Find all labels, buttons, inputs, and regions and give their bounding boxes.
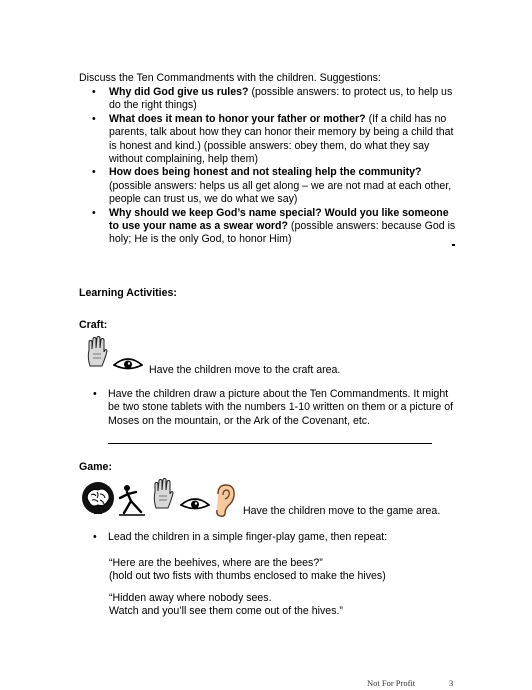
stretching-figure-icon [118,483,146,517]
learning-activities-heading: Learning Activities: [79,287,177,299]
game-move-text: Have the children move to the game area. [243,505,441,517]
brain-icon [80,480,116,516]
quote-line: “Hidden away where nobody sees. [109,592,272,604]
intro-text: Discuss the Ten Commandments with the children. Suggestions: [79,72,381,84]
list-item: • How does being honest and not stealing help the community? (possible answers: helps us all get along – we are not mad at each other, people can trust us, we do what we say) [92,166,452,206]
answer: (possible answers: because God is holy; He is the only God, to honor Him) [109,220,456,246]
ear-icon [214,484,236,518]
list-item: • What does it mean to honor your father or mother? (If a child has no parents, talk about how they can honor their memory by being a child that is honest and kind.) (possible answers: obey them, do what they say without complaining, help them) [92,112,454,166]
divider-line [108,443,432,444]
hand-icon [86,336,108,368]
stray-mark [452,244,455,246]
craft-move-text: Have the children move to the craft area. [149,364,341,376]
hand-icon [152,478,174,510]
question: What does it mean to honor your father or mother? [109,112,366,125]
suggestions-list [79,86,459,247]
eye-icon [113,357,143,371]
page-number: 3 [449,678,454,688]
list-item: • Why should we keep God’s name special? Would you like someone to use your name as a swear word? (possible answers: because God is holy; He is the only God, to honor Him) [92,206,456,246]
answer: (possible answers: to protect us, to help us do the right things) [109,86,453,112]
quote-line: “Here are the beehives, where are the bees?” [109,557,323,569]
question: Why did God give us rules? [109,86,249,98]
game-heading: Game: [79,461,112,473]
footer-label: Not For Profit [367,678,416,688]
answer: (possible answers: helps us all get along – we are not mad at each other, people can trust us, we do what we say) [109,179,452,206]
list-item: • Why did God give us rules? (possible answers: to protect us, to help us do the right things) [92,86,453,112]
quote-note: (hold out two fists with thumbs enclosed to make the hives) [109,570,386,582]
craft-heading: Craft: [79,319,108,331]
answer: (If a child has no parents, talk about how they can honor their memory by being a child that is honest and kind.) (possible answers: obey them, do what they say without complaining, help them) [109,112,454,166]
question: Why should we keep God’s name special? Would you like someone to use your name as a swear word? [109,206,449,233]
game-instruction: Lead the children in a simple finger-play game, then repeat: [108,531,388,543]
eye-icon [180,497,210,511]
craft-instruction: Have the children draw a picture about the Ten Commandments. It might be two stone tablets with the numbers 1-10 written on them or a picture of Moses on the mountain, or the Ark of the Covenant, etc. [108,388,454,427]
question: How does being honest and not stealing help the community? [109,166,422,179]
quote-line: Watch and you’ll see them come out of the hives.” [109,605,343,617]
